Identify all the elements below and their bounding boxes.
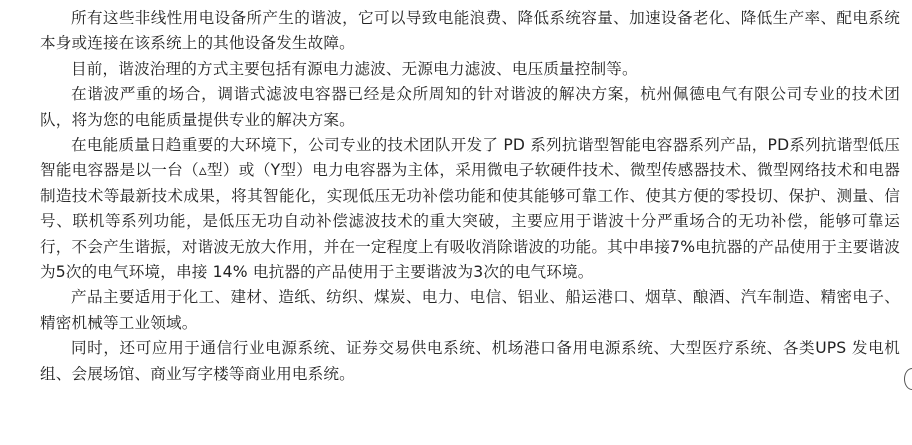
paragraph-harmonics-effects: 所有这些非线性用电设备所产生的谐波，它可以导致电能浪费、降低系统容量、加速设备老化、降低生产率、配电系统本身或连接在该系统上的其他设备发生故障。 [40,9,900,53]
paragraph-pd-series-product: 在电能质量日趋重要的大环境下，公司专业的技术团队开发了 PD 系列抗谐型智能电容器系列产品，PD系列抗谐型低压智能电容器是以一台（▵型）或（Y型）电力电容器为主体，采用微电子软硬件技术、微型传感器技术、微型网络技术和电器制造技术等最新技术成果，将其智能化，实现低压无功补偿功能和使其能够可靠工作、使其方便的零投切、保护、测量、信号、联机等系列功能，是低压无功自动补偿滤波技术的重大突破，主要应用于谐波十分严重场合的无功补偿，能够可靠运行，不会产生谐振，对谐波无放大作用，并在一定程度上有吸收消除谐波的功能。其中串接7%电抗器的产品使用于主要谐波为5次的电气环境，串接 14% 电抗器的产品使用于主要谐波为3次的电气环境。 [40,136,900,282]
paragraph-tuned-filter-solution: 在谐波严重的场合，调谐式滤波电容器已经是众所周知的针对谐波的解决方案，杭州佩德电气有限公司专业的技术团队，将为您的电能质量提供专业的解决方案。 [40,85,900,129]
document-body [40,6,900,387]
scroll-edge-indicator [904,368,912,390]
paragraph-other-applications: 同时，还可应用于通信行业电源系统、证券交易供电系统、机场港口备用电源系统、大型医疗系统、各类UPS 发电机组、会展场馆、商业写字楼等商业用电系统。 [40,339,900,383]
paragraph-applicable-industries: 产品主要适用于化工、建材、造纸、纺织、煤炭、电力、电信、铝业、船运港口、烟草、酿酒、汽车制造、精密电子、精密机械等工业领域。 [40,288,900,332]
paragraph-treatment-methods: 目前，谐波治理的方式主要包括有源电力滤波、无源电力滤波、电压质量控制等。 [71,59,638,78]
